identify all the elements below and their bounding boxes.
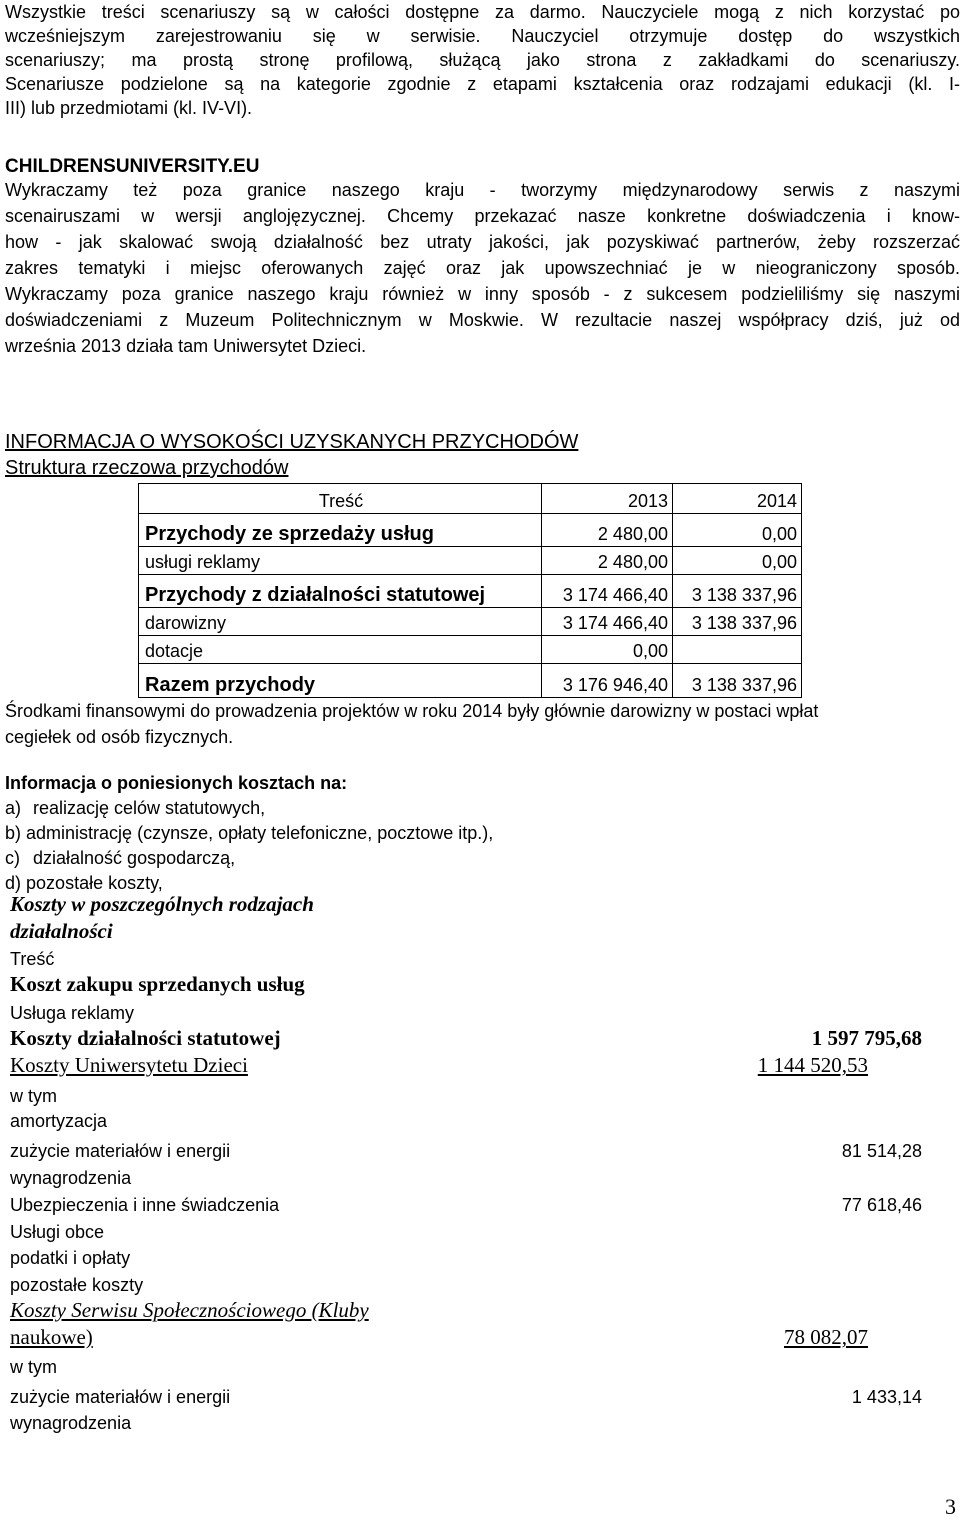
kss-row — [10, 1325, 922, 1351]
ud-label: Koszty Uniwersytetu Dzieci — [10, 1053, 248, 1077]
revenue-subheading: Struktura rzeczowa przychodów — [5, 457, 289, 479]
zuzycie-value: 81 514,28 — [841, 1141, 922, 1161]
ud-row — [10, 1053, 922, 1079]
row-value-2013: 3 176 946,40 — [542, 664, 673, 698]
list-text: administrację (czynsze, opłaty telefoniczne, pocztowe itp.), — [26, 823, 494, 843]
zuzycie-value: 1 433,14 — [851, 1387, 922, 1407]
costs-info-title: Informacja o poniesionych kosztach na: — [5, 773, 348, 793]
kss-value: 78 082,07 — [784, 1325, 868, 1349]
list-marker: c) — [5, 848, 20, 868]
row-label: Przychody z działalności statutowej — [139, 575, 542, 608]
intro-line: III) lub przedmiotami (kl. IV-VI). — [5, 98, 253, 118]
cu-line: doświadczeniami z Muzeum Politechnicznym w Moskwie. W rezultacie naszej współpracy dziś, już od — [5, 310, 960, 330]
row-label: usługi reklamy — [139, 547, 542, 575]
childrensuniversity-paragraph — [5, 177, 960, 359]
row-value-2013: 0,00 — [542, 636, 673, 664]
list-text: pozostałe koszty, — [26, 873, 163, 893]
note-line: cegiełek od osób fizycznych. — [5, 727, 234, 747]
row-value-2013: 3 174 466,40 — [542, 608, 673, 636]
list-item — [5, 796, 493, 821]
cu-line: Wykraczamy też poza granice naszego kraju - tworzymy międzynarodowy serwis z naszymi — [5, 180, 960, 200]
ubezpieczenia-row — [10, 1193, 922, 1219]
table-row — [139, 514, 802, 547]
usluga-reklamy-label: Usługa reklamy — [10, 1003, 135, 1023]
kss-label-2: naukowe) — [10, 1325, 93, 1349]
revenue-note — [5, 698, 960, 750]
list-marker: d) — [5, 873, 22, 893]
pozostale-label: pozostałe koszty — [10, 1275, 144, 1295]
cu-line: scenairuszami w wersji anglojęzycznej. Chcemy przekazać nasze konkretne doświadczenia i know- — [5, 206, 960, 226]
podatki-label: podatki i opłaty — [10, 1248, 131, 1268]
cu-line: how - jak skalować swoją działalność bez utraty jakości, jak pozyskiwać partnerów, żeby rozszerzać — [5, 232, 960, 252]
intro-line: Wszystkie treści scenariuszy są w całości dostępne za darmo. Nauczyciele mogą z nich korzystać po — [5, 2, 960, 22]
table-header-row — [139, 484, 802, 514]
list-marker: a) — [5, 798, 22, 818]
list-text: działalność gospodarczą, — [33, 848, 236, 868]
intro-paragraph — [5, 0, 960, 120]
revenue-table — [138, 483, 802, 698]
list-marker: b) — [5, 823, 22, 843]
cost-tresc-label: Treść — [10, 949, 55, 969]
row-label: Przychody ze sprzedaży usług — [139, 514, 542, 547]
zuzycie-row — [10, 1385, 922, 1411]
wynagrodzenia-label: wynagrodzenia — [10, 1413, 132, 1433]
statutowe-value: 1 597 795,68 — [811, 1026, 922, 1050]
header-cell: 2013 — [542, 484, 673, 514]
statutowe-row — [10, 1026, 922, 1052]
intro-line: wcześniejszym zarejestrowaniu się w serwisie. Nauczyciel otrzymuje dostęp do wszystkich — [5, 26, 960, 46]
row-value-2014: 3 138 337,96 — [673, 608, 802, 636]
table-row — [139, 608, 802, 636]
amortyzacja-label: amortyzacja — [10, 1111, 108, 1131]
cu-line: Wykraczamy poza granice naszego kraju również w inny sposób - z sukcesem podzieliliśmy się naszymi — [5, 284, 960, 304]
costs-info — [5, 771, 493, 896]
koszt-zakupu-label: Koszt zakupu sprzedanych usług — [10, 972, 305, 996]
row-value-2014: 0,00 — [673, 514, 802, 547]
cu-line: września 2013 działa tam Uniwersytet Dzieci. — [5, 336, 367, 356]
ubezpieczenia-value: 77 618,46 — [841, 1195, 922, 1215]
row-label: Razem przychody — [139, 664, 542, 698]
intro-line: Scenariusze podzielone są na kategorie zgodnie z etapami kształcenia oraz rodzajami edukacji (kl. I- — [5, 74, 960, 94]
intro-line: scenariuszy; ma prostą stronę profilową, służącą jako strona z zakładkami do scenariuszy. — [5, 50, 960, 70]
row-value-2014: 3 138 337,96 — [673, 664, 802, 698]
statutowe-label: Koszty działalności statutowej — [10, 1026, 281, 1050]
header-cell: Treść — [139, 484, 542, 514]
row-value-2014: 3 138 337,96 — [673, 575, 802, 608]
row-value-2013: 2 480,00 — [542, 514, 673, 547]
kss-label-1: Koszty Serwisu Społecznościowego (Kluby — [10, 1298, 369, 1322]
cu-line: zakres tematyki i miejsc oferowanych zajęć oraz jak upowszechniać je w nieograniczony sposób. — [5, 258, 960, 278]
zuzycie-label: zużycie materiałów i energii — [10, 1141, 231, 1161]
list-text: realizację celów statutowych, — [33, 798, 266, 818]
table-row — [139, 664, 802, 698]
cost-section-title-2: działalności — [10, 919, 113, 943]
list-item — [5, 846, 493, 871]
zuzycie-row — [10, 1139, 922, 1165]
revenue-heading: INFORMACJA O WYSOKOŚCI UZYSKANYCH PRZYCHODÓW — [5, 431, 579, 453]
row-value-2014: 0,00 — [673, 547, 802, 575]
row-value-2014 — [673, 636, 802, 664]
w-tym-label: w tym — [10, 1086, 57, 1106]
ubezpieczenia-label: Ubezpieczenia i inne świadczenia — [10, 1195, 280, 1215]
list-item — [5, 821, 493, 846]
w-tym-label: w tym — [10, 1357, 57, 1377]
row-value-2013: 3 174 466,40 — [542, 575, 673, 608]
row-label: dotacje — [139, 636, 542, 664]
page-number: 3 — [945, 1494, 956, 1519]
table-row — [139, 636, 802, 664]
row-label: darowizny — [139, 608, 542, 636]
section-title-childrensuniversity: CHILDRENSUNIVERSITY.EU — [5, 156, 260, 177]
cost-section-title-1: Koszty w poszczególnych rodzajach — [10, 892, 314, 916]
wynagrodzenia-label: wynagrodzenia — [10, 1168, 132, 1188]
uslugi-obce-label: Usługi obce — [10, 1222, 105, 1242]
ud-value: 1 144 520,53 — [757, 1053, 868, 1077]
table-row — [139, 547, 802, 575]
row-value-2013: 2 480,00 — [542, 547, 673, 575]
table-row — [139, 575, 802, 608]
note-line: Środkami finansowymi do prowadzenia projektów w roku 2014 były głównie darowizny w postaci wpłat — [5, 701, 819, 721]
zuzycie-label: zużycie materiałów i energii — [10, 1387, 231, 1407]
header-cell: 2014 — [673, 484, 802, 514]
